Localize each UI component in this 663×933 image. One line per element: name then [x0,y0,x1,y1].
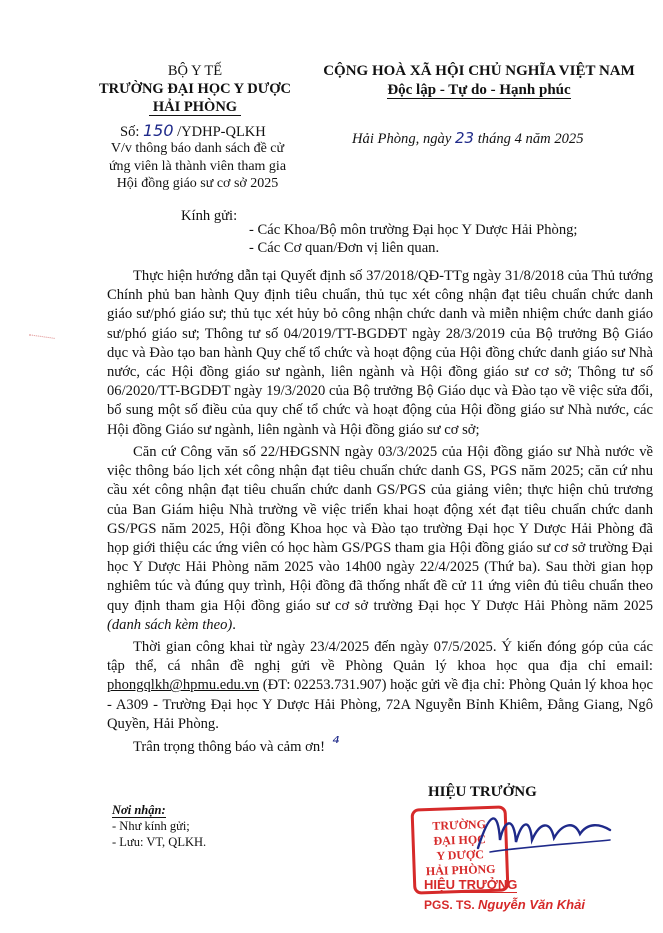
official-stamp: TRƯỜNG ĐẠI HỌC Y DƯỢC HẢI PHÒNG [411,805,510,894]
handwritten-signature [470,800,620,860]
document-reference: Số: 150 /YDHP-QLKH [120,121,266,140]
paragraph-3: Thời gian công khai từ ngày 23/4/2025 đến ngày 07/5/2025. Ý kiến đóng góp của các tập thể, cá nhân đề nghị gửi về Phòng Quản lý khoa học qua địa chỉ email: phongqlkh@hpmu.edu.vn (ĐT: 02253.731.907) hoặc gửi về địa chỉ: Phòng Quản lý khoa học - A309 - Trường Đại học Y Dược Hải Phòng, 72A Nguyễn Bỉnh Khiêm, Đằng Giang, Ngô Quyền, Hải Phòng. [107,639,653,732]
document-date: Hải Phòng, ngày 23 tháng 4 năm 2025 [352,129,584,147]
seal-title: HIỆU TRƯỞNG [424,877,518,892]
footer-item: - Như kính gửi; [112,819,190,833]
recipients-footer [112,802,206,850]
contact-email-link[interactable]: phongqlkh@hpmu.edu.vn [107,677,260,694]
footer-label: Nơi nhận: [112,803,166,817]
header-left [95,62,295,116]
margin-mark [27,334,54,349]
nation-title: CỘNG HOÀ XÃ HỘI CHỦ NGHĨA VIỆT NAM [323,63,635,79]
paragraph-1: Thực hiện hướng dẫn tại Quyết định số 37/2018/QĐ-TTg ngày 31/8/2018 của Thủ tướng Chính phủ ban hành Quy định tiêu chuẩn, thủ tục xét công nhận đạt tiêu chuẩn chức danh giáo sư/phó giáo sư; thủ tục xét hủy bỏ công nhận chức danh và miễn nhiệm chức danh giáo sư/phó giáo sư; Thông tư số 04/2019/TT-BGDĐT ngày 28/3/2019 của Bộ trưởng Bộ Giáo dục và Đào tạo ban hành Quy chế tổ chức và hoạt động của Hội đồng chức danh giáo sư Nhà nước, các Hội đồng giáo sư ngành, liên ngành và Hội đồng giáo sư cơ sở; Thông tư số 06/2020/TT-BGDĐT ngày 19/3/2020 của Bộ trưởng Bộ Giáo dục và Đào tạo về việc sửa đổi, bổ sung một số điều của quy chế tổ chức và hoạt động của Hội đồng giáo sư Nhà nước, các Hội đồng Giáo sư ngành, liên ngành và Hội đồng giáo sư cơ sở; [107,268,653,438]
initial-mark: ⁴ [332,733,340,754]
subject-line: V/v thông báo danh sách đề cử [110,141,285,156]
subject-line: Hội đồng giáo sư cơ sở 2025 [116,176,279,191]
header-right [306,62,652,100]
paragraph-2: Căn cứ Công văn số 22/HĐGSNN ngày 03/3/2025 của Hội đồng giáo sư Nhà nước về việc thông báo lịch xét công nhận đạt tiêu chuẩn chức danh GS, PGS năm 2025; căn cứ nhu cầu xét công nhận đạt tiêu chuẩn chức danh GS/PGS của giảng viên; thực hiện chủ trương của Ban Giám hiệu Nhà trường về việc triển khai hoạt động xét đạt tiêu chuẩn chức danh GS/PGS năm 2025, Hội đồng Khoa học và Đào tạo trường Đại học Y Dược Hải Phòng đã họp giới thiệu các ứng viên có học hàm GS/PGS tham gia Hội đồng giáo sư cơ sở trường Đại học Y Dược Hải Phòng năm 2025 vào 14h00 ngày 22/4/2025 (Thứ ba). Sau thời gian họp nghiêm túc và đúng quy trình, Hội đồng đã thống nhất đề cử 11 ứng viên đủ tiêu chuẩn theo quy định tham gia Hội đồng giáo sư cơ sở trường Đại học Y Dược Hải Phòng năm 2025 (danh sách kèm theo). [107,444,653,633]
signature-title: HIỆU TRƯỞNG [428,784,537,800]
seal-name: PGS. TS. Nguyễn Văn Khải [424,897,585,912]
recipient-list [249,221,649,257]
ref-number: 150 [142,121,174,140]
university-name-line2: HẢI PHÒNG [95,98,295,116]
date-day: 23 [454,129,475,147]
closing-line: Trân trọng thông báo và cảm ơn! [133,739,325,755]
university-name-line1: TRƯỜNG ĐẠI HỌC Y DƯỢC [99,81,291,97]
ministry-name: BỘ Y TẾ [167,63,223,79]
recipient-item: - Các Cơ quan/Đơn vị liên quan. [249,240,440,256]
recipient-item: - Các Khoa/Bộ môn trường Đại học Y Dược Hải Phòng; [249,222,578,238]
motto: Độc lập - Tự do - Hạnh phúc [387,82,571,98]
salutation-label: Kính gửi: [181,208,238,224]
document-subject [95,140,300,193]
subject-line: ứng viên là thành viên tham gia [108,158,287,174]
footer-item: - Lưu: VT, QLKH. [112,835,207,849]
